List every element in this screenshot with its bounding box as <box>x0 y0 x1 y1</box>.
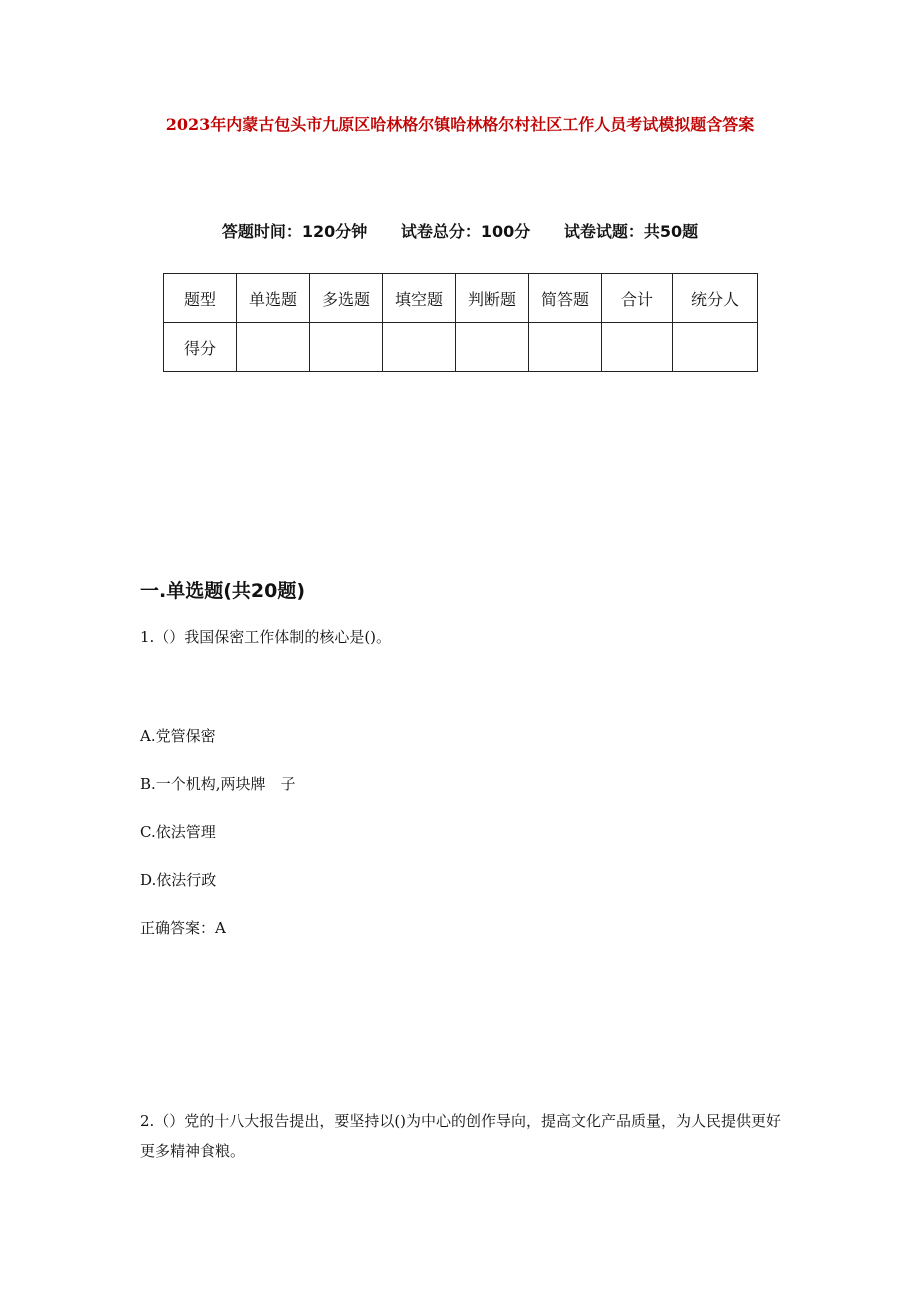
exam-question-count: 试卷试题：共50题 <box>563 222 699 241</box>
score-cell <box>383 323 456 372</box>
option-d: D.依法行政 <box>140 871 217 889</box>
score-table-header: 统分人 <box>673 274 758 323</box>
section-title: 一.单选题(共20题) <box>140 580 306 602</box>
score-table <box>163 273 758 372</box>
score-cell <box>237 323 310 372</box>
exam-meta <box>0 220 920 244</box>
score-cell <box>310 323 383 372</box>
score-table-header: 题型 <box>164 274 237 323</box>
score-table-header: 单选题 <box>237 274 310 323</box>
score-table-header: 判断题 <box>456 274 529 323</box>
option-b: B.一个机构,两块牌 子 <box>140 775 296 793</box>
question-2: 2.（）党的十八大报告提出，要坚持以()为中心的创作导向，提高文化产品质量，为人民提供更好更多精神食粮。 <box>140 1112 782 1160</box>
question-1: 1.（）我国保密工作体制的核心是()。 <box>140 628 392 646</box>
option-c: C.依法管理 <box>140 823 216 841</box>
exam-time: 答题时间：120分钟 <box>221 222 368 241</box>
score-table-header: 简答题 <box>529 274 602 323</box>
correct-answer: 正确答案：A <box>140 919 226 937</box>
score-table-header-row <box>164 274 758 323</box>
score-cell <box>456 323 529 372</box>
score-cell <box>529 323 602 372</box>
score-cell <box>602 323 673 372</box>
exam-total-score: 试卷总分：100分 <box>400 222 531 241</box>
score-row-label: 得分 <box>164 323 237 372</box>
score-table-row <box>164 323 758 372</box>
score-table-header: 填空题 <box>383 274 456 323</box>
score-cell <box>673 323 758 372</box>
score-table-header: 多选题 <box>310 274 383 323</box>
score-table-header: 合计 <box>602 274 673 323</box>
option-a: A.党管保密 <box>140 727 216 745</box>
document-title: 2023年内蒙古包头市九原区哈林格尔镇哈林格尔村社区工作人员考试模拟题含答案 <box>165 115 755 134</box>
